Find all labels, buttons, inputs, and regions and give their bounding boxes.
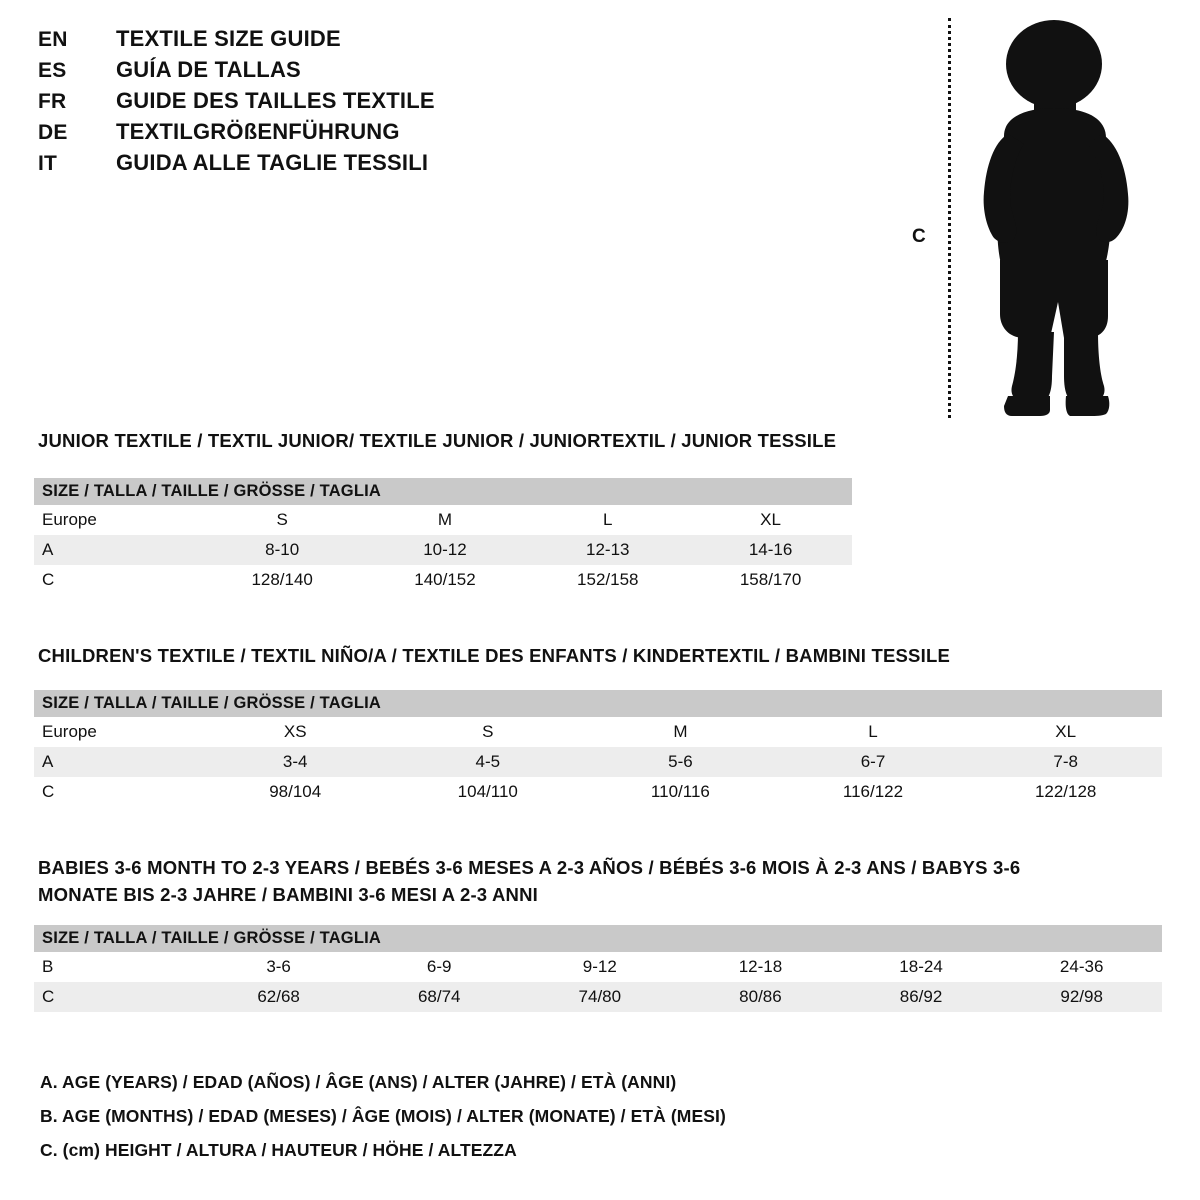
language-text-it: GUIDA ALLE TAGLIE TESSILI xyxy=(116,150,429,175)
table-row xyxy=(34,565,852,595)
footnote-b: B. AGE (MONTHS) / EDAD (MESES) / ÂGE (MOIS) / ALTER (MONATE) / ETÀ (MESI) xyxy=(40,1106,726,1127)
table-babies-row-b-v5: 24-36 xyxy=(1001,952,1162,982)
table-junior-row-c-v2: 152/158 xyxy=(526,565,689,595)
table-babies-header-label: SIZE / TALLA / TAILLE / GRÖSSE / TAGLIA xyxy=(34,925,1162,952)
measure-label-c: C xyxy=(912,226,926,247)
table-children-row-europe-v2: M xyxy=(584,717,777,747)
table-babies-row-b-v2: 9-12 xyxy=(520,952,681,982)
language-row-en xyxy=(38,26,658,57)
table-children-row-europe-label: Europe xyxy=(34,717,199,747)
language-row-fr xyxy=(38,88,658,119)
table-junior-row-a-v3: 14-16 xyxy=(689,535,852,565)
table-children-row-europe-v4: XL xyxy=(969,717,1162,747)
table-junior xyxy=(34,478,852,595)
language-text-es: GUÍA DE TALLAS xyxy=(116,57,301,82)
table-babies-row-c-v0: 62/68 xyxy=(198,982,359,1012)
language-text-de: TEXTILGRÖßENFÜHRUNG xyxy=(116,119,400,144)
table-junior-row-c-v1: 140/152 xyxy=(364,565,527,595)
table-children-row-europe-v1: S xyxy=(391,717,584,747)
table-children-row-europe-v0: XS xyxy=(199,717,392,747)
language-row-es xyxy=(38,57,658,88)
child-silhouette-icon xyxy=(958,16,1158,416)
table-children-row-a-label: A xyxy=(34,747,199,777)
language-text-fr: GUIDE DES TAILLES TEXTILE xyxy=(116,88,435,113)
table-junior-row-europe-v2: L xyxy=(526,505,689,535)
table-children-row-c-v3: 116/122 xyxy=(777,777,970,807)
table-children-row-a-v4: 7-8 xyxy=(969,747,1162,777)
table-junior-row-a-v0: 8-10 xyxy=(201,535,364,565)
table-babies-row-b-label: B xyxy=(34,952,198,982)
table-children-row-c-v1: 104/110 xyxy=(391,777,584,807)
table-babies-row-c-v5: 92/98 xyxy=(1001,982,1162,1012)
table-junior-row-c-v3: 158/170 xyxy=(689,565,852,595)
footnote-c: C. (cm) HEIGHT / ALTURA / HAUTEUR / HÖHE / ALTEZZA xyxy=(40,1140,517,1161)
table-row xyxy=(34,535,852,565)
language-title-list xyxy=(38,26,658,181)
language-code-de: DE xyxy=(38,121,68,144)
language-row-it xyxy=(38,150,658,181)
table-children-row-a-v1: 4-5 xyxy=(391,747,584,777)
section-title-babies: BABIES 3-6 MONTH TO 2-3 YEARS / BEBÉS 3-6 MESES A 2-3 AÑOS / BÉBÉS 3-6 MOIS À 2-3 ANS / BABYS 3-6 MONATE BIS 2-3 JAHRE / BAMBINI 3-6 MESI A 2-3 ANNI xyxy=(38,857,1021,905)
table-children-row-europe-v3: L xyxy=(777,717,970,747)
table-junior-row-c-label: C xyxy=(34,565,201,595)
table-junior-row-europe-label: Europe xyxy=(34,505,201,535)
table-babies-row-b-v1: 6-9 xyxy=(359,952,520,982)
table-junior-row-europe-v3: XL xyxy=(689,505,852,535)
table-row xyxy=(34,505,852,535)
section-title-junior: JUNIOR TEXTILE / TEXTIL JUNIOR/ TEXTILE JUNIOR / JUNIORTEXTIL / JUNIOR TESSILE xyxy=(38,430,837,451)
table-children-header-label: SIZE / TALLA / TAILLE / GRÖSSE / TAGLIA xyxy=(34,690,1162,717)
table-babies-row-c-v4: 86/92 xyxy=(841,982,1002,1012)
language-code-es: ES xyxy=(38,59,67,82)
table-junior-row-europe-v0: S xyxy=(201,505,364,535)
section-title-children: CHILDREN'S TEXTILE / TEXTIL NIÑO/A / TEXTILE DES ENFANTS / KINDERTEXTIL / BAMBINI TESSILE xyxy=(38,645,950,666)
table-junior-row-c-v0: 128/140 xyxy=(201,565,364,595)
footnote-list xyxy=(40,1065,1040,1167)
table-babies-row-c-v2: 74/80 xyxy=(520,982,681,1012)
table-junior-row-a-v2: 12-13 xyxy=(526,535,689,565)
table-children-row-c-v2: 110/116 xyxy=(584,777,777,807)
table-row xyxy=(34,952,1162,982)
language-code-fr: FR xyxy=(38,90,67,113)
table-babies-row-b-v4: 18-24 xyxy=(841,952,1002,982)
table-children-row-a-v0: 3-4 xyxy=(199,747,392,777)
table-children xyxy=(34,690,1162,807)
table-children-row-c-label: C xyxy=(34,777,199,807)
table-children-row-a-v2: 5-6 xyxy=(584,747,777,777)
footnote-a: A. AGE (YEARS) / EDAD (AÑOS) / ÂGE (ANS) / ALTER (JAHRE) / ETÀ (ANNI) xyxy=(40,1072,677,1092)
table-babies-header-row xyxy=(34,925,1162,952)
table-babies-row-b-v0: 3-6 xyxy=(198,952,359,982)
table-junior-row-a-v1: 10-12 xyxy=(364,535,527,565)
height-measure-figure xyxy=(900,8,1170,418)
language-code-en: EN xyxy=(38,28,68,51)
table-children-row-c-v0: 98/104 xyxy=(199,777,392,807)
table-row xyxy=(34,982,1162,1012)
measure-dotted-line xyxy=(948,18,951,418)
table-junior-row-a-label: A xyxy=(34,535,201,565)
table-children-row-a-v3: 6-7 xyxy=(777,747,970,777)
table-junior-row-europe-v1: M xyxy=(364,505,527,535)
table-babies-row-b-v3: 12-18 xyxy=(680,952,841,982)
table-babies-row-c-v3: 80/86 xyxy=(680,982,841,1012)
table-row xyxy=(34,747,1162,777)
table-row xyxy=(34,777,1162,807)
table-children-header-row xyxy=(34,690,1162,717)
table-row xyxy=(34,717,1162,747)
table-babies-row-c-label: C xyxy=(34,982,198,1012)
language-text-en: TEXTILE SIZE GUIDE xyxy=(116,26,341,51)
table-junior-header-row xyxy=(34,478,852,505)
table-babies-row-c-v1: 68/74 xyxy=(359,982,520,1012)
language-code-it: IT xyxy=(38,152,58,175)
table-babies xyxy=(34,925,1162,1012)
table-junior-header-label: SIZE / TALLA / TAILLE / GRÖSSE / TAGLIA xyxy=(34,478,852,505)
table-children-row-c-v4: 122/128 xyxy=(969,777,1162,807)
language-row-de xyxy=(38,119,658,150)
